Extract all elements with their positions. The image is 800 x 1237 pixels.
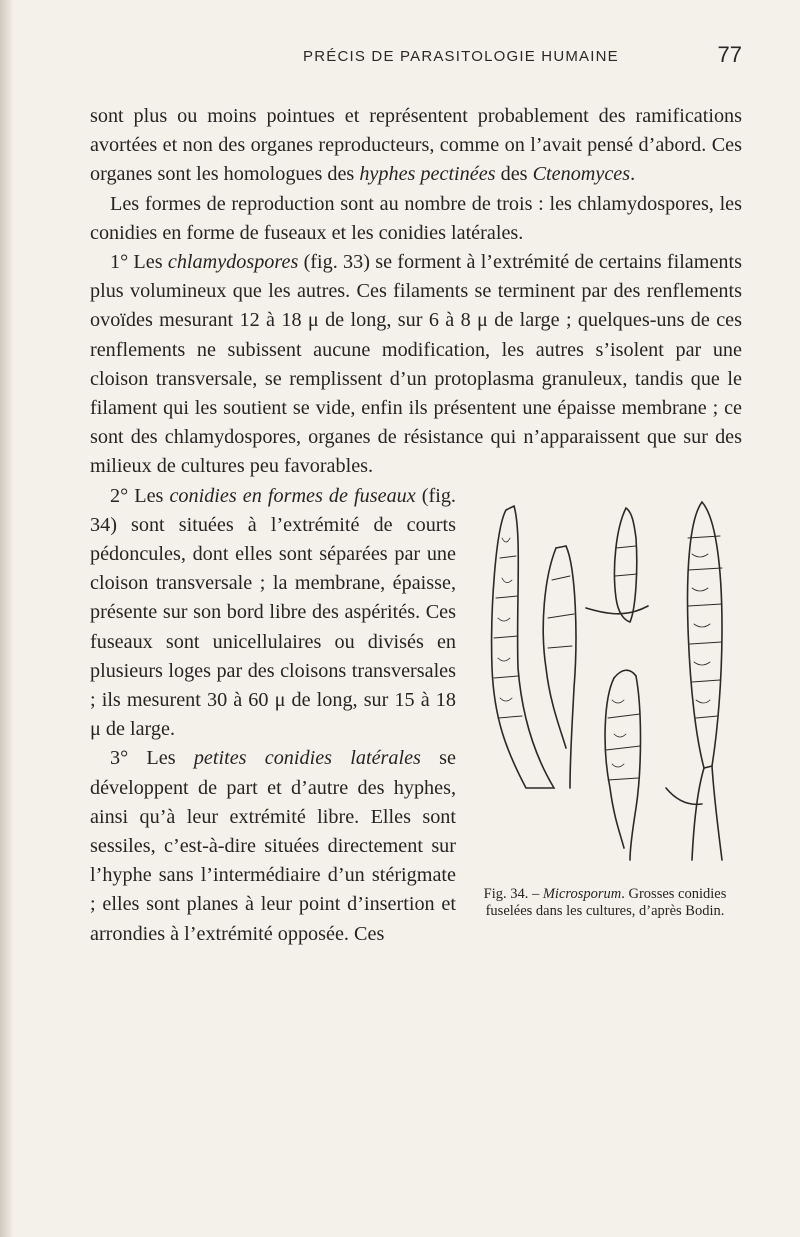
conidia-illustration (466, 488, 744, 884)
term-hyphes-pectinees: hyphes pectinées (359, 163, 496, 186)
figure-label: Fig. 34. – (483, 885, 543, 902)
term-chlamydospores: chlamydospores (167, 251, 299, 274)
term-petites-conidies: petites conidies latérales (193, 747, 421, 770)
page-binding-shadow (0, 0, 14, 1237)
paragraph-chlamydospores: 1° Les chlamydospores (fig. 33) se forment à l’extrémité de certains filaments plus volumineux que les autres. Ces filaments se terminent par des renflements ovoïdes mesurant 12 à 18 μ de long, sur 6 à 8 μ de large ; quelques-uns de ces renflements ne subissent aucune modification, les autres s’isolent par une cloison transversale, se remplissent d’un protoplasma granuleux, tandis que le filament qui les soutient se vide, enfin ils présentent une épaisse membrane ; ce sont des chlamydospores, organes de résistance qui n’apparaissent que sur des milieux de cultures peu favorables. (90, 251, 742, 478)
page-header (90, 42, 790, 76)
figure-genus: Microsporum (542, 885, 622, 902)
term-conidies-fuseaux: conidies en formes de fuseaux (169, 484, 416, 507)
term-ctenomyces: Ctenomyces (532, 163, 631, 186)
paragraph-hyphes: sont plus ou moins pointues et représentent probablement des ramifications avortées et non des organes reproducteurs, comme on l’avait pensé d’abord. Ces organes sont les homologues des hyphes pectinées des Ctenomyces. (90, 105, 742, 186)
figure-caption (466, 886, 744, 920)
running-title: PRÉCIS DE PARASITOLOGIE HUMAINE (303, 48, 619, 65)
page-number: 77 (717, 42, 742, 67)
body-text (90, 102, 742, 949)
figure-34 (466, 488, 744, 920)
paragraph-conidies-laterales: 3° Les petites conidies latérales se développent de part et d’autre des hyphes, ainsi qu’à leur extrémité libre. Elles sont sessiles, c’est-à-dire situées directement sur l’hyphe sans l’intermédiaire d’un stérigmate ; elles sont planes à leur point d’insertion et arrondies à l’extrémité opposée. Ces (90, 747, 456, 945)
paragraph-conidies-fuseaux: 2° Les conidies en formes de fuseaux (fig. 34) sont situées à l’extrémité de courts pédoncules, dont elles sont séparées par une cloison transversale ; la membrane, épaisse, présente sur son bord libre des aspérités. Ces fuseaux sont unicellulaires ou divisés en plusieurs loges par des cloisons transversales ; ils mesurent 30 à 60 μ de long, sur 15 à 18 μ de large. (90, 484, 456, 741)
figure-caption-text: . Grosses conidies fuselées dans les cultures, d’après Bodin. (485, 885, 727, 919)
paragraph-reproduction-forms: Les formes de reproduction sont au nombre de trois : les chlamydospores, les conidies en forme de fuseaux et les conidies latérales. (90, 192, 742, 244)
